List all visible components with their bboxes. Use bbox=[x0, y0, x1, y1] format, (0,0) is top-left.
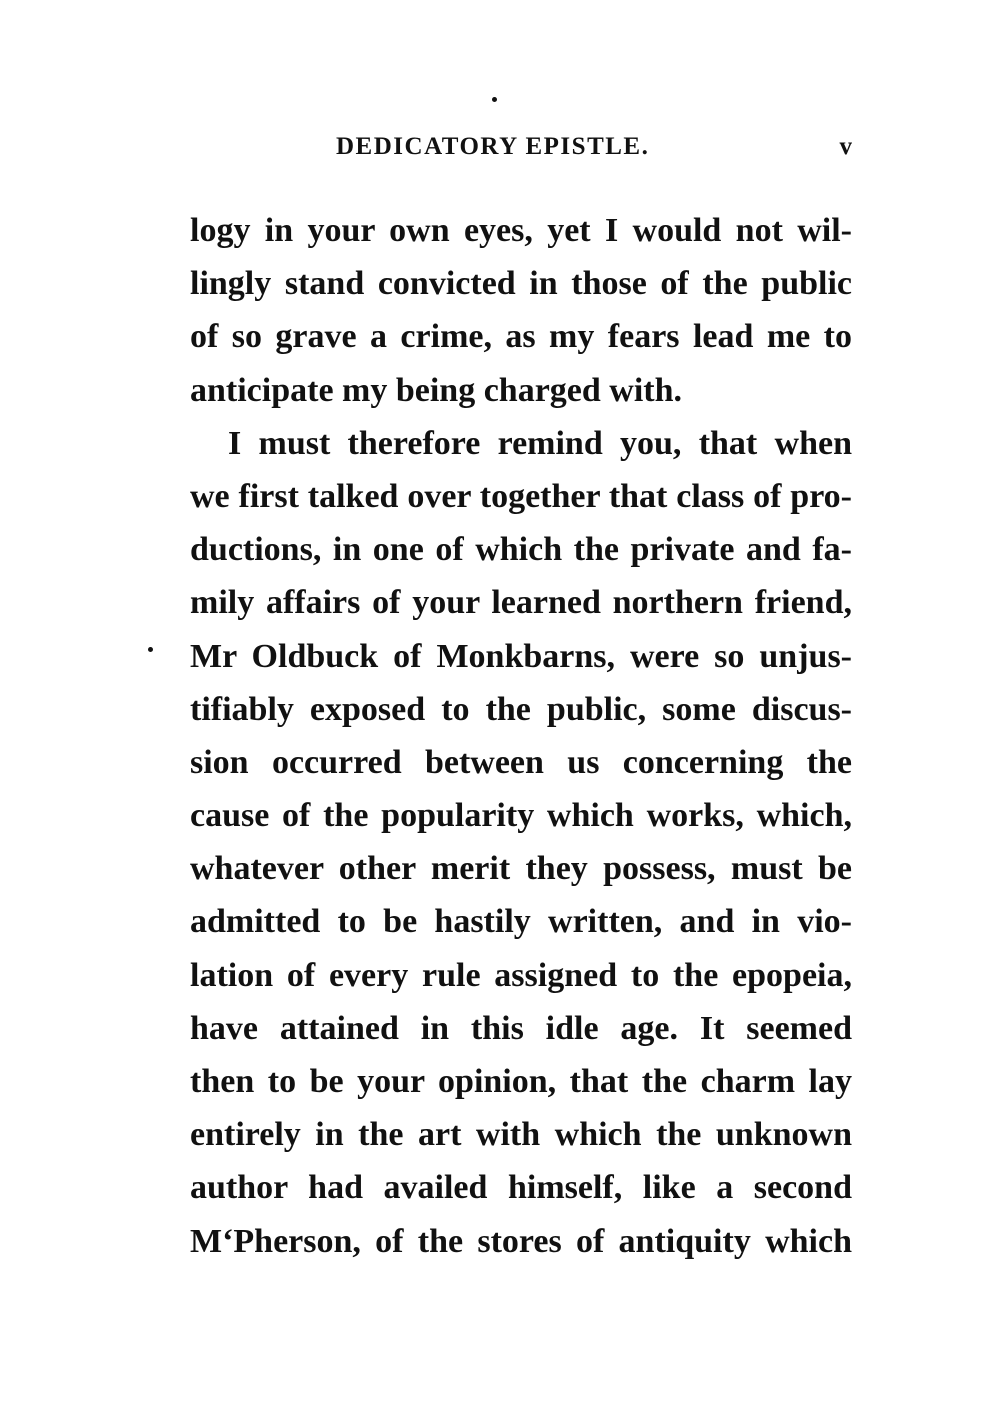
text-line: entirely in the art with which the unknown bbox=[190, 1116, 852, 1154]
text-line: I must therefore remind you, that when bbox=[228, 424, 852, 462]
text-line: admitted to be hastily written, and in vio- bbox=[190, 903, 852, 941]
text-line: anticipate my being charged with. bbox=[190, 371, 683, 409]
body-text bbox=[190, 204, 852, 1268]
text-line: logy in your own eyes, yet I would not wil- bbox=[190, 212, 852, 249]
running-head: DEDICATORY EPISTLE. bbox=[336, 133, 650, 160]
text-line: tifiably exposed to the public, some discus- bbox=[190, 690, 852, 728]
text-line: Mr Oldbuck of Monkbarns, were so unjus- bbox=[190, 637, 852, 675]
text-line: ductions, in one of which the private and fa- bbox=[190, 531, 852, 569]
text-line: cause of the popularity which works, which, bbox=[190, 797, 852, 835]
page-number: v bbox=[839, 133, 852, 160]
ink-speck bbox=[148, 647, 153, 652]
text-line: we first talked over together that class of pro- bbox=[190, 477, 852, 515]
text-line: lingly stand convicted in those of the public bbox=[190, 265, 852, 303]
text-line: author had availed himself, like a second bbox=[190, 1169, 852, 1207]
text-line: of so grave a crime, as my fears lead me to bbox=[190, 318, 852, 356]
text-line: then to be your opinion, that the charm lay bbox=[190, 1063, 852, 1100]
text-line: have attained in this idle age. It seemed bbox=[190, 1009, 852, 1047]
text-line: lation of every rule assigned to the epopeia, bbox=[190, 956, 852, 994]
text-line: sion occurred between us concerning the bbox=[190, 743, 852, 781]
page-header bbox=[190, 133, 852, 173]
text-line: whatever other merit they possess, must be bbox=[190, 850, 852, 888]
text-line: M‘Pherson, of the stores of antiquity which bbox=[190, 1222, 852, 1260]
ink-speck bbox=[492, 97, 497, 102]
text-line: mily affairs of your learned northern friend, bbox=[190, 584, 852, 622]
